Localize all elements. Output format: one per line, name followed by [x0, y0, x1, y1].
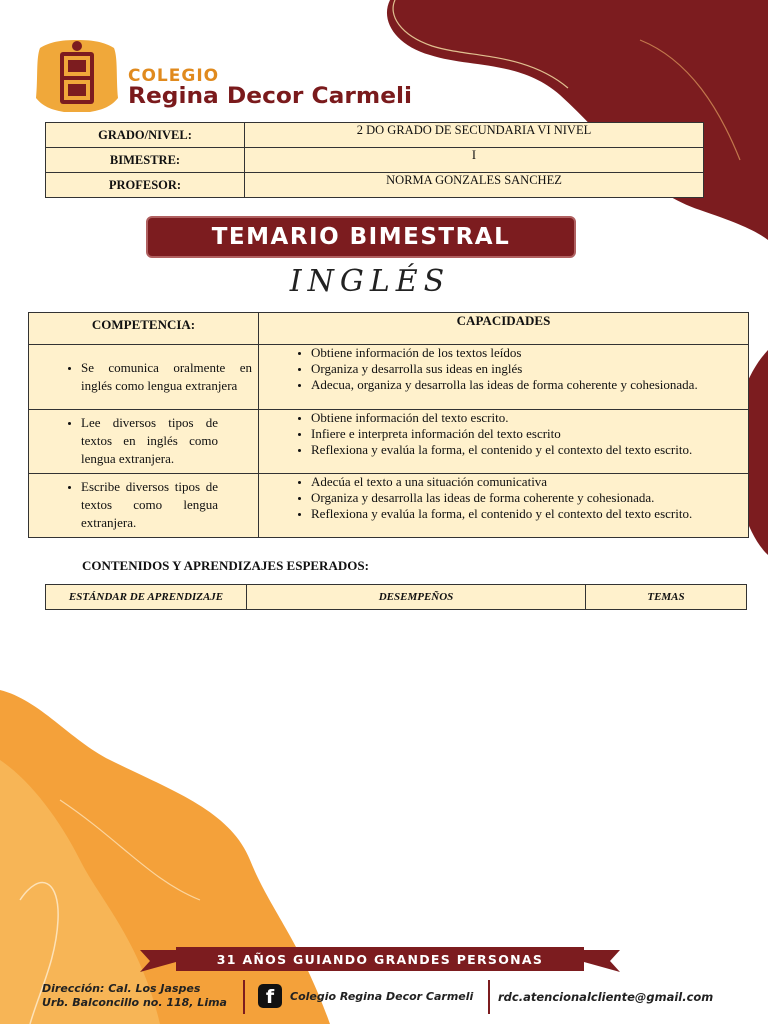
header-competencia: COMPETENCIA:	[29, 313, 259, 345]
competencia-text: • Se comunica oralmente en inglés como lengua extranjera	[81, 359, 252, 395]
capacidad-item: • Obtiene información de los textos leídos	[311, 345, 704, 361]
subject-title: INGLÉS	[289, 264, 451, 299]
info-label: GRADO/NIVEL:	[46, 123, 245, 148]
competencia-cell	[29, 474, 259, 538]
capacidad-item: • Reflexiona y evalúa la forma, el contenido y el contexto del texto escrito.	[311, 442, 704, 458]
logo-text-colegio: COLEGIO	[128, 66, 220, 86]
info-value: NORMA GONZALES SANCHEZ	[245, 173, 704, 198]
info-label: PROFESOR:	[46, 173, 245, 198]
footer-divider	[488, 980, 490, 1014]
info-row-grade	[46, 123, 704, 148]
school-crest-logo	[34, 38, 120, 114]
info-row-term	[46, 148, 704, 173]
table-row	[29, 345, 749, 410]
header-capacidades: CAPACIDADES	[259, 313, 749, 345]
banner-title: TEMARIO BIMESTRAL	[211, 224, 511, 250]
capacidades-cell	[259, 474, 749, 538]
header-estandar: ESTÁNDAR DE APRENDIZAJE	[46, 585, 247, 610]
address-line: Dirección: Cal. Los Jaspes	[42, 982, 201, 995]
header-temas: TEMAS	[586, 585, 747, 610]
info-value: I	[245, 148, 704, 173]
competencies-table	[28, 312, 749, 538]
course-info-table	[45, 122, 704, 198]
footer-address	[42, 982, 227, 1010]
section-title: CONTENIDOS Y APRENDIZAJES ESPERADOS:	[82, 558, 369, 573]
table-header-row	[29, 313, 749, 345]
capacidad-item: • Organiza y desarrolla las ideas de forma coherente y cohesionada.	[311, 490, 704, 506]
competencia-text: • Lee diversos tipos de textos en inglés como lengua extranjera.	[81, 414, 218, 468]
title-banner	[146, 216, 576, 258]
capacidad-item: • Organiza y desarrolla sus ideas en inglés	[311, 361, 704, 377]
info-value: 2 DO GRADO DE SECUNDARIA VI NIVEL	[245, 123, 704, 148]
info-row-teacher	[46, 173, 704, 198]
facebook-page-link[interactable]: Colegio Regina Decor Carmeli	[290, 990, 474, 1003]
slogan-text: 31 AÑOS GUIANDO GRANDES PERSONAS	[216, 952, 544, 967]
table-row	[29, 474, 749, 538]
standards-table	[45, 584, 747, 610]
facebook-icon[interactable]: f	[258, 984, 282, 1008]
capacidad-item: • Adecua, organiza y desarrolla las ideas de forma coherente y cohesionada.	[311, 377, 704, 393]
info-label: BIMESTRE:	[46, 148, 245, 173]
capacidad-item: • Reflexiona y evalúa la forma, el contenido y el contexto del texto escrito.	[311, 506, 704, 522]
footer-divider	[243, 980, 245, 1014]
email-link[interactable]: rdc.atencionalcliente@gmail.com	[498, 990, 714, 1004]
capacidad-item: • Obtiene información del texto escrito.	[311, 410, 704, 426]
table-header-row	[46, 585, 747, 610]
capacidad-item: • Adecúa el texto a una situación comunicativa	[311, 474, 704, 490]
capacidades-cell	[259, 410, 749, 474]
capacidades-cell	[259, 345, 749, 410]
competencia-cell	[29, 410, 259, 474]
competencia-text: • Escribe diversos tipos de textos como lengua extranjera.	[81, 478, 218, 532]
address-line: Urb. Balconcillo no. 118, Lima	[42, 996, 227, 1009]
table-row	[29, 410, 749, 474]
logo-text-school-name: Regina Decor Carmeli	[128, 84, 413, 109]
slogan-ribbon	[140, 948, 620, 972]
capacidad-item: • Infiere e interpreta información del texto escrito	[311, 426, 704, 442]
header-desempenos: DESEMPEÑOS	[247, 585, 586, 610]
competencia-cell	[29, 345, 259, 410]
